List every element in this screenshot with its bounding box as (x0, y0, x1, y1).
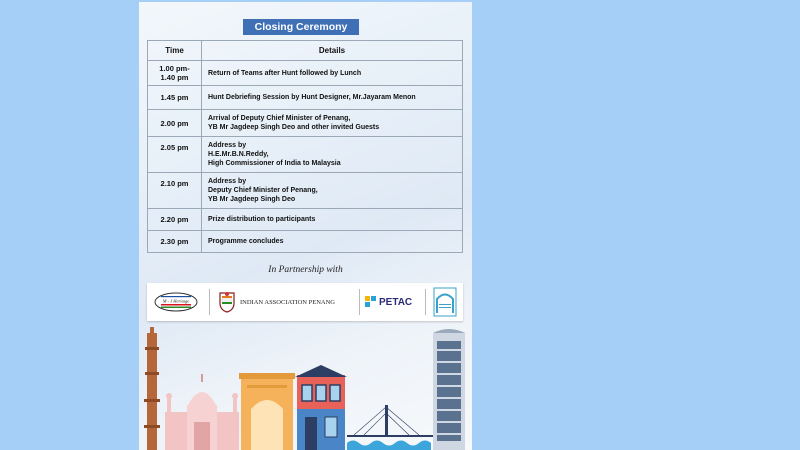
logo-divider (425, 289, 426, 315)
row-details (202, 110, 463, 137)
detail-line: Programme concludes (208, 238, 284, 245)
detail-line: Prize distribution to participants (208, 216, 316, 223)
row-time: 2.05 pm (148, 137, 202, 173)
details-header: Details (202, 41, 463, 61)
komtar-tower-icon (433, 329, 465, 450)
detail-line: Address by (208, 142, 247, 149)
partner-logos-strip (147, 283, 463, 321)
schedule-table (147, 40, 463, 253)
row-time: 1.45 pm (148, 86, 202, 110)
table-row (148, 110, 463, 137)
qutub-minar-icon (144, 327, 160, 450)
detail-line: Return of Teams after Hunt followed by Lunch (208, 69, 362, 77)
row-details (202, 209, 463, 231)
row-time: 2.10 pm (148, 173, 202, 209)
detail-line: H.E.Mr.B.N.Reddy, (208, 151, 269, 158)
heritage-arch-logo (433, 283, 457, 321)
section-title: Closing Ceremony (243, 19, 359, 35)
taj-mahal-icon (165, 374, 239, 450)
petac-mark-icon (365, 294, 377, 310)
row-time: 2.00 pm (148, 110, 202, 137)
mj-heritage-logo (153, 283, 199, 321)
arch-icon (433, 287, 457, 317)
iap-crest-icon (217, 290, 237, 314)
petac-logo-text: PETAC (379, 296, 413, 308)
detail-line: Hunt Debriefing Session by Hunt Designer, Mr.Jayaram Menon (208, 94, 416, 101)
row-details (202, 61, 463, 86)
detail-line: Deputy Chief Minister of Penang, (208, 187, 318, 194)
time-text: 1.00 pm- 1.40 pm (159, 64, 190, 82)
table-row (148, 61, 463, 86)
detail-line: High Commissioner of India to Malaysia (208, 160, 341, 167)
partnership-heading: In Partnership with (268, 265, 343, 275)
event-programme-page (139, 2, 472, 450)
logo-divider (209, 289, 210, 315)
table-header-row (148, 41, 463, 61)
row-details (202, 173, 463, 209)
detail-line: YB Mr Jagdeep Singh Deo and other invited Guests (208, 124, 380, 131)
table-row (148, 86, 463, 110)
mj-logo-text: M - J Heritage (162, 298, 190, 304)
table-row (148, 209, 463, 231)
row-time: 2.30 pm (148, 231, 202, 253)
row-details (202, 137, 463, 173)
row-details (202, 231, 463, 253)
row-details (202, 86, 463, 110)
logo-divider (359, 289, 360, 315)
time-header: Time (148, 41, 202, 61)
table-row (148, 173, 463, 209)
detail-line: Address by (208, 178, 247, 185)
india-gate-icon (239, 373, 295, 450)
detail-line: YB Mr Jagdeep Singh Deo (208, 196, 296, 203)
petac-logo (365, 283, 412, 321)
indian-association-penang-logo (217, 283, 335, 321)
table-row (148, 137, 463, 173)
row-time (148, 61, 202, 86)
table-row (148, 231, 463, 253)
city-skyline-illustration (139, 327, 472, 450)
detail-line: Arrival of Deputy Chief Minister of Penang, (208, 115, 351, 122)
row-time: 2.20 pm (148, 209, 202, 231)
penang-bridge-icon (347, 405, 433, 450)
heritage-building-icon (295, 365, 347, 450)
iap-logo-text: INDIAN ASSOCIATION PENANG (240, 298, 335, 306)
